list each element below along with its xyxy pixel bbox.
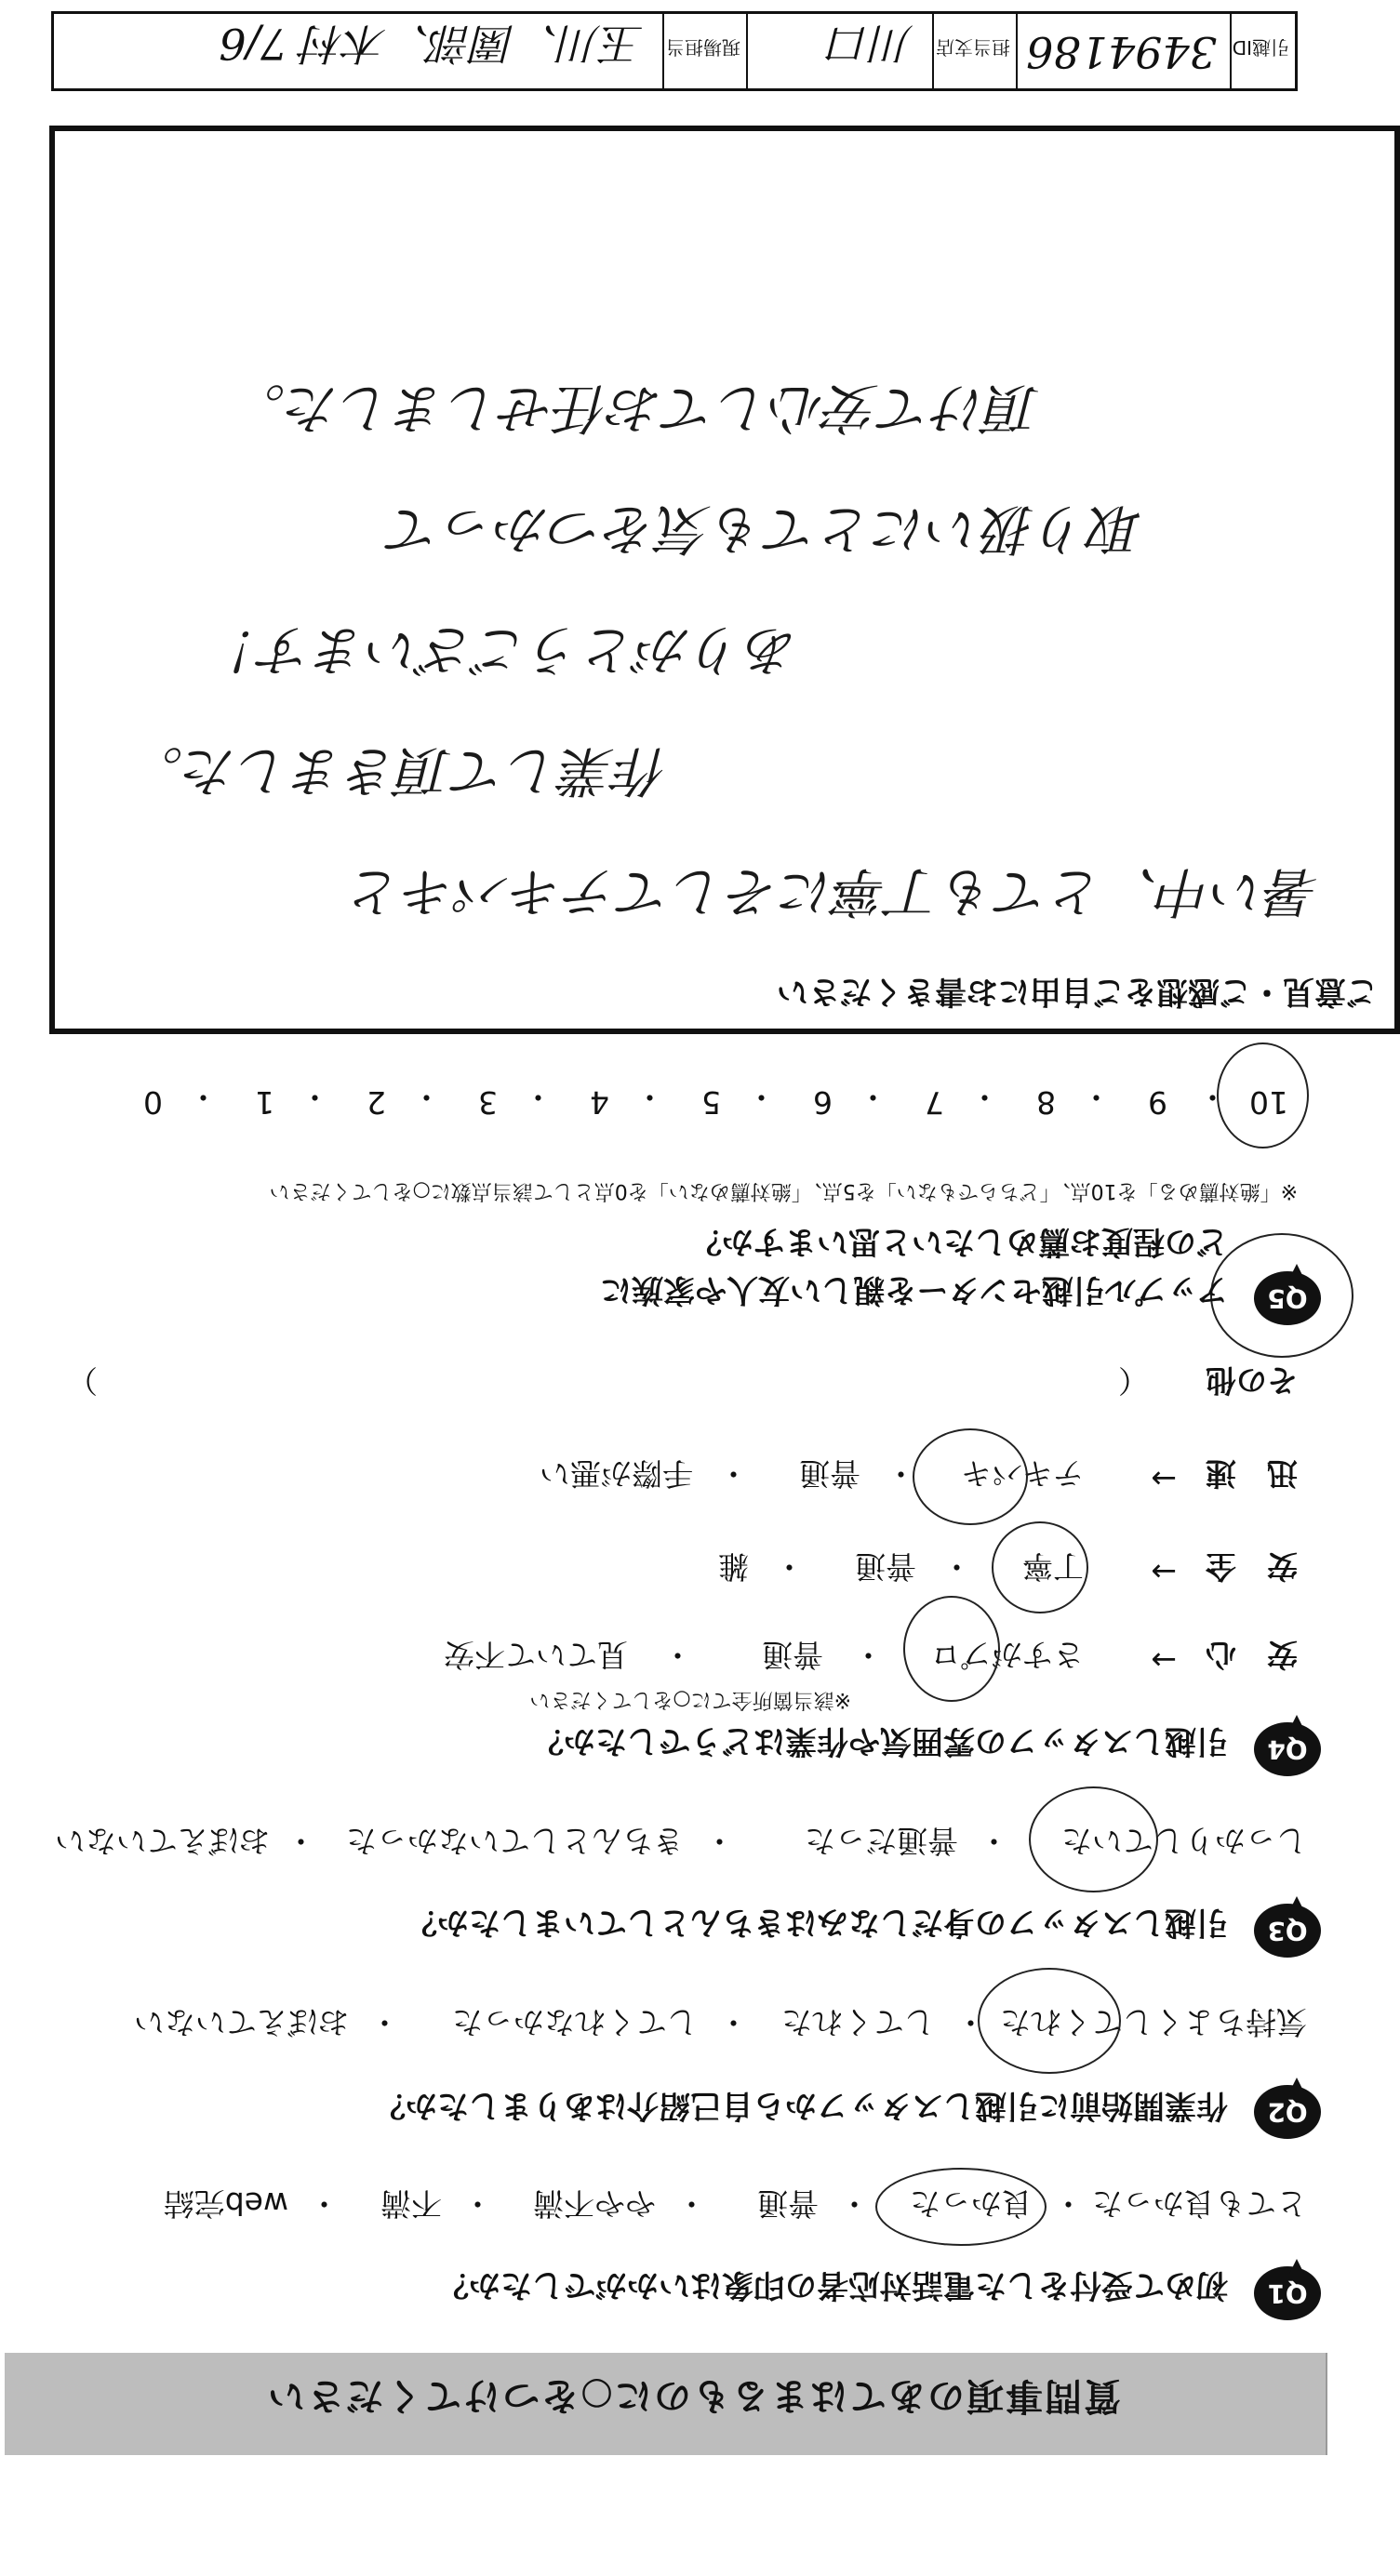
score-option-selected[interactable]: 10 bbox=[1249, 1084, 1288, 1121]
q2-question: 作業開始前に引越しスタッフから自己紹介はありましたか？ bbox=[374, 2087, 1228, 2124]
score-option[interactable]: 5 bbox=[701, 1084, 721, 1121]
separator: ・ bbox=[858, 1079, 888, 1115]
score-option[interactable]: 1 bbox=[255, 1084, 274, 1121]
paren-close: ） bbox=[67, 1362, 98, 1399]
separator: ・ bbox=[300, 1079, 330, 1115]
q5-badge: Q5 bbox=[1254, 1271, 1321, 1325]
q5-question-line2: どの程度お薦めしたいと思いますか？ bbox=[690, 1223, 1228, 1260]
separator: ・ bbox=[979, 1823, 1009, 1859]
id-value-cell bbox=[1016, 14, 1230, 88]
q5-answer-circle bbox=[1217, 1042, 1309, 1149]
q1-option[interactable]: 普通 bbox=[757, 2185, 819, 2222]
q4-option[interactable]: 手際が悪い bbox=[540, 1455, 693, 1492]
q3-badge: Q3 bbox=[1254, 1904, 1321, 1958]
separator: ・ bbox=[462, 2185, 493, 2222]
q4-option[interactable]: 雑 bbox=[718, 1548, 749, 1585]
q4-option-selected[interactable]: テキパキ bbox=[961, 1455, 1084, 1492]
q5-badge-circle bbox=[1210, 1233, 1353, 1358]
separator: ・ bbox=[839, 2185, 870, 2222]
separator: ・ bbox=[369, 2004, 400, 2040]
q1-option[interactable]: やや不満 bbox=[533, 2185, 656, 2222]
manager-label-cell bbox=[662, 14, 746, 88]
score-option[interactable]: 7 bbox=[925, 1084, 944, 1121]
score-option[interactable]: 0 bbox=[143, 1084, 163, 1121]
id-label: 引越ID bbox=[1232, 36, 1289, 59]
handwritten-line: 取り扱いにとても気をつかって bbox=[387, 498, 1143, 561]
separator: ・ bbox=[941, 1548, 972, 1585]
manager-value: 玉川、園部、木村 7/6 bbox=[219, 19, 644, 69]
q1-option[interactable]: とても良かった bbox=[1092, 2185, 1307, 2222]
q1-option-selected[interactable]: 良かった bbox=[910, 2185, 1033, 2222]
staff-value-cell bbox=[746, 14, 932, 88]
q4-jinsoku-circle bbox=[913, 1428, 1028, 1525]
q1-answer-circle bbox=[875, 2168, 1047, 2246]
arrow: → bbox=[1151, 1554, 1177, 1590]
score-option[interactable]: 9 bbox=[1148, 1084, 1167, 1121]
q3-option-selected[interactable]: しっかりしていた bbox=[1061, 1823, 1307, 1859]
q4-note: ※該当箇所全てに○をしてください bbox=[529, 1688, 851, 1711]
q4-row-label: その他 bbox=[1206, 1362, 1298, 1399]
staff-label: 担当支店 bbox=[936, 36, 1010, 59]
q4-row-label: 安 心 bbox=[1206, 1637, 1298, 1673]
q2-option[interactable]: してくれた bbox=[781, 2004, 935, 2040]
q2-option-selected[interactable]: 気持ちよくしてくれた bbox=[1000, 2004, 1307, 2040]
instruction-text: 質問事項のあてはまるものに○をつけてください bbox=[266, 2374, 1121, 2417]
separator: ・ bbox=[718, 2004, 749, 2040]
staff-label-cell bbox=[932, 14, 1016, 88]
q3-question: 引越しスタッフの身だしなみはきちんとしていましたか？ bbox=[406, 1904, 1228, 1941]
handwritten-line: 頂けて安心してお任せしました。 bbox=[231, 377, 1041, 440]
q3-option[interactable]: おぼえていない bbox=[55, 1823, 270, 1859]
separator: ・ bbox=[411, 1079, 442, 1115]
staff-value: 川口 bbox=[828, 19, 913, 69]
q3-option[interactable]: 普通だった bbox=[805, 1823, 958, 1859]
instruction-header bbox=[5, 2353, 1327, 2455]
separator: ・ bbox=[969, 1079, 1000, 1115]
q4-row-label: 迅 速 bbox=[1206, 1455, 1298, 1492]
q3-answer-circle bbox=[1029, 1786, 1158, 1892]
manager-value-cell bbox=[54, 14, 662, 88]
separator: ・ bbox=[718, 1455, 749, 1492]
q4-question: 引越しスタッフの雰囲気や作業はどうでしたか？ bbox=[532, 1722, 1228, 1759]
q4-anzen-circle bbox=[992, 1521, 1088, 1613]
q2-option[interactable]: おぼえていない bbox=[134, 2004, 349, 2040]
separator: ・ bbox=[662, 1637, 693, 1673]
separator: ・ bbox=[634, 1079, 665, 1115]
q4-option[interactable]: 普通 bbox=[855, 1548, 916, 1585]
id-label-cell bbox=[1230, 14, 1295, 88]
footer-table bbox=[51, 11, 1298, 91]
q1-option[interactable]: web完結 bbox=[163, 2185, 288, 2222]
paren-open: （ bbox=[1118, 1362, 1149, 1399]
handwritten-line: 作業して頂きました。 bbox=[128, 739, 669, 803]
arrow: → bbox=[1151, 1461, 1177, 1497]
id-value: 3494186 bbox=[1026, 27, 1217, 77]
q2-answer-circle bbox=[978, 1968, 1121, 2074]
separator: ・ bbox=[1081, 1079, 1112, 1115]
handwritten-line: 暑い中、とても丁寧にそしてテキパキと bbox=[348, 860, 1320, 923]
score-option[interactable]: 6 bbox=[813, 1084, 833, 1121]
separator: ・ bbox=[886, 1455, 916, 1492]
arrow: → bbox=[1151, 1642, 1177, 1679]
q4-option-selected[interactable]: さすがプロ bbox=[930, 1637, 1084, 1673]
q5-note: ※「絶対薦める」を10点、「どちらでもない」を5点、「絶対薦めない」を0点として該当点数に○をしてください bbox=[269, 1179, 1298, 1202]
separator: ・ bbox=[746, 1079, 777, 1115]
score-option[interactable]: 2 bbox=[367, 1084, 386, 1121]
separator: ・ bbox=[853, 1637, 884, 1673]
separator: ・ bbox=[704, 1823, 735, 1859]
separator: ・ bbox=[523, 1079, 553, 1115]
q4-option[interactable]: 普通 bbox=[762, 1637, 823, 1673]
separator: ・ bbox=[676, 2185, 707, 2222]
q2-badge: Q2 bbox=[1254, 2085, 1321, 2139]
q1-badge: Q1 bbox=[1254, 2266, 1321, 2320]
separator: ・ bbox=[188, 1079, 219, 1115]
manager-label: 現場担当 bbox=[666, 36, 740, 59]
score-option[interactable]: 4 bbox=[590, 1084, 609, 1121]
q2-option[interactable]: してくれなかった bbox=[452, 2004, 698, 2040]
separator: ・ bbox=[286, 1823, 316, 1859]
q4-badge: Q4 bbox=[1254, 1722, 1321, 1776]
q1-option[interactable]: 不満 bbox=[380, 2185, 442, 2222]
separator: ・ bbox=[309, 2185, 340, 2222]
q4-anshin-circle bbox=[903, 1596, 1000, 1702]
q3-option[interactable]: きちんとしていなかった bbox=[346, 1823, 684, 1859]
q5-question-line1: アップル引越センターを親しい友人や家族に bbox=[600, 1271, 1228, 1308]
score-option[interactable]: 3 bbox=[478, 1084, 498, 1121]
handwritten-line: ありがとうございます！ bbox=[205, 618, 799, 682]
q4-option-selected[interactable]: 丁寧 bbox=[1022, 1548, 1084, 1585]
separator: ・ bbox=[774, 1548, 805, 1585]
q1-question: 初めて受付をした電話対応者の印象はいかがでしたか？ bbox=[437, 2266, 1228, 2304]
separator: ・ bbox=[1053, 2185, 1084, 2222]
comment-title: ご意見・ご感想をご自由にお書きください bbox=[777, 973, 1378, 1010]
q4-option[interactable]: 普通 bbox=[799, 1455, 860, 1492]
q4-option[interactable]: 見ていて不安 bbox=[444, 1637, 628, 1673]
separator: ・ bbox=[1197, 1079, 1228, 1115]
comment-box[interactable] bbox=[49, 126, 1400, 1034]
q4-row-label: 安 全 bbox=[1206, 1548, 1298, 1585]
score-option[interactable]: 8 bbox=[1036, 1084, 1056, 1121]
separator: ・ bbox=[955, 2004, 986, 2040]
